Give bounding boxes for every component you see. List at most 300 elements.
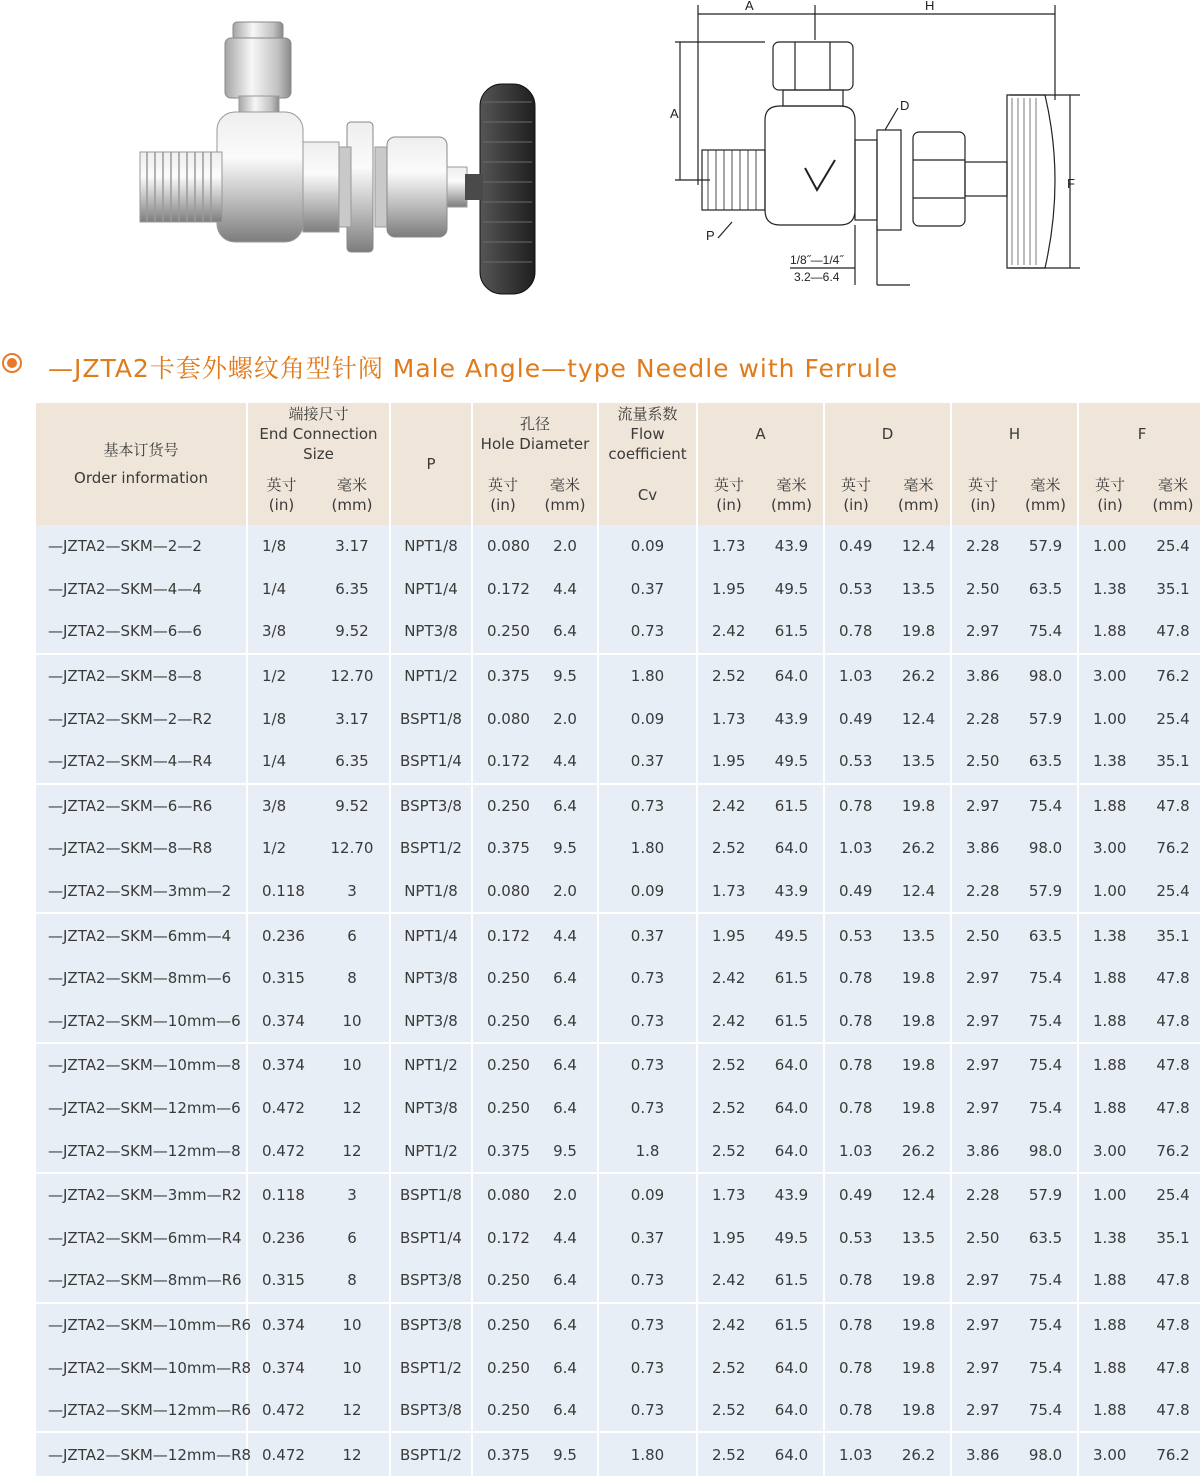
cell-d-mm: 19.8 — [887, 1000, 951, 1044]
cell-f-in: 1.88 — [1078, 1346, 1141, 1389]
table-row — [36, 568, 1200, 611]
cell-h-mm: 75.4 — [1014, 1303, 1078, 1347]
header-in-unit: 英寸 (in) — [697, 465, 760, 525]
cell-size-mm: 12 — [315, 1432, 390, 1476]
cell-a-in: 2.52 — [697, 827, 760, 870]
cell-d-mm: 13.5 — [887, 568, 951, 611]
cell-a-mm: 49.5 — [760, 568, 824, 611]
cell-d-mm: 26.2 — [887, 827, 951, 870]
cell-d-in: 1.03 — [824, 1129, 887, 1173]
cell-f-in: 3.00 — [1078, 1432, 1141, 1476]
panel-range-in: 1/8˝—1/4˝ — [790, 253, 844, 267]
cell-hole-in: 0.172 — [472, 740, 533, 784]
cell-f-in: 1.88 — [1078, 957, 1141, 1000]
cell-p-thread: NPT1/2 — [390, 1043, 472, 1087]
cell-d-mm: 19.8 — [887, 1389, 951, 1433]
cell-cv: 0.73 — [598, 1389, 697, 1433]
cell-hole-in: 0.375 — [472, 654, 533, 698]
cell-a-in: 1.95 — [697, 913, 760, 957]
cell-h-in: 2.50 — [951, 568, 1014, 611]
cell-hole-mm: 4.4 — [533, 1217, 598, 1260]
cell-f-in: 1.88 — [1078, 784, 1141, 828]
cell-cv: 0.37 — [598, 568, 697, 611]
table-row — [36, 1346, 1200, 1389]
header-in-unit: 英寸 (in) — [247, 465, 315, 525]
cell-hole-mm: 6.4 — [533, 1087, 598, 1130]
cell-h-in: 2.97 — [951, 1303, 1014, 1347]
cell-p-thread: NPT3/8 — [390, 1000, 472, 1044]
cell-f-in: 1.38 — [1078, 740, 1141, 784]
cell-h-in: 2.28 — [951, 525, 1014, 568]
cell-a-mm: 64.0 — [760, 1087, 824, 1130]
cell-f-mm: 76.2 — [1141, 827, 1200, 870]
cell-order-number: —JZTA2—SKM—3mm—R2 — [36, 1173, 247, 1217]
table-row — [36, 870, 1200, 914]
cell-d-in: 0.78 — [824, 1303, 887, 1347]
cell-hole-mm: 9.5 — [533, 827, 598, 870]
cell-p-thread: BSPT3/8 — [390, 1259, 472, 1303]
cell-a-mm: 43.9 — [760, 870, 824, 914]
cell-f-mm: 76.2 — [1141, 654, 1200, 698]
cell-hole-mm: 6.4 — [533, 784, 598, 828]
table-row — [36, 525, 1200, 568]
cell-h-mm: 57.9 — [1014, 525, 1078, 568]
cell-size-mm: 9.52 — [315, 610, 390, 654]
cell-order-number: —JZTA2—SKM—8mm—R6 — [36, 1259, 247, 1303]
cell-a-mm: 61.5 — [760, 1259, 824, 1303]
cell-a-mm: 49.5 — [760, 1217, 824, 1260]
cell-d-in: 0.53 — [824, 740, 887, 784]
cell-f-mm: 47.8 — [1141, 1259, 1200, 1303]
cell-d-mm: 19.8 — [887, 610, 951, 654]
header-order-info — [36, 403, 247, 525]
cell-f-in: 3.00 — [1078, 827, 1141, 870]
cell-cv: 0.73 — [598, 957, 697, 1000]
header-cv: Cv — [598, 465, 697, 525]
table-row — [36, 827, 1200, 870]
cell-d-mm: 26.2 — [887, 654, 951, 698]
cell-h-mm: 57.9 — [1014, 870, 1078, 914]
cell-p-thread: NPT1/2 — [390, 654, 472, 698]
cell-size-mm: 6 — [315, 1217, 390, 1260]
cell-f-in: 3.00 — [1078, 654, 1141, 698]
cell-d-in: 0.49 — [824, 697, 887, 740]
cell-order-number: —JZTA2—SKM—10mm—R6 — [36, 1303, 247, 1347]
cell-f-mm: 47.8 — [1141, 957, 1200, 1000]
cell-size-in: 0.315 — [247, 1259, 315, 1303]
cell-p-thread: BSPT1/2 — [390, 827, 472, 870]
cell-a-mm: 61.5 — [760, 1303, 824, 1347]
cell-f-mm: 35.1 — [1141, 1217, 1200, 1260]
cell-d-in: 0.78 — [824, 1259, 887, 1303]
cell-hole-mm: 9.5 — [533, 1432, 598, 1476]
header-h: H — [951, 403, 1078, 465]
cell-cv: 0.73 — [598, 610, 697, 654]
cell-d-in: 0.78 — [824, 1087, 887, 1130]
cell-f-in: 1.88 — [1078, 1259, 1141, 1303]
cell-order-number: —JZTA2—SKM—8—8 — [36, 654, 247, 698]
cell-h-mm: 98.0 — [1014, 827, 1078, 870]
cell-size-in: 1/2 — [247, 654, 315, 698]
cell-size-mm: 12.70 — [315, 654, 390, 698]
cell-size-mm: 12 — [315, 1389, 390, 1433]
cell-cv: 0.73 — [598, 1259, 697, 1303]
cell-a-in: 2.42 — [697, 610, 760, 654]
cell-order-number: —JZTA2—SKM—10mm—8 — [36, 1043, 247, 1087]
cell-cv: 0.37 — [598, 1217, 697, 1260]
cell-cv: 0.37 — [598, 913, 697, 957]
cell-order-number: —JZTA2—SKM—3mm—2 — [36, 870, 247, 914]
cell-f-in: 1.38 — [1078, 913, 1141, 957]
cell-p-thread: BSPT3/8 — [390, 784, 472, 828]
header-mm-unit: 毫米 (mm) — [1141, 465, 1200, 525]
header-hole-cn: 孔径 — [519, 415, 550, 433]
cell-h-mm: 98.0 — [1014, 1129, 1078, 1173]
cell-h-mm: 75.4 — [1014, 1389, 1078, 1433]
cell-order-number: —JZTA2—SKM—6mm—4 — [36, 913, 247, 957]
dim-label-a-side: A — [670, 106, 679, 121]
cell-cv: 1.80 — [598, 827, 697, 870]
cell-h-in: 2.50 — [951, 1217, 1014, 1260]
cell-f-mm: 47.8 — [1141, 784, 1200, 828]
cell-hole-mm: 6.4 — [533, 1000, 598, 1044]
header-order-en: Order information — [74, 469, 208, 487]
cell-d-mm: 19.8 — [887, 1346, 951, 1389]
header-in-unit: 英寸 (in) — [951, 465, 1014, 525]
header-mm-unit: 毫米 (mm) — [1014, 465, 1078, 525]
cell-hole-mm: 6.4 — [533, 610, 598, 654]
cell-f-in: 1.38 — [1078, 1217, 1141, 1260]
cell-h-mm: 63.5 — [1014, 740, 1078, 784]
cell-h-mm: 75.4 — [1014, 957, 1078, 1000]
table-row — [36, 1173, 1200, 1217]
cell-size-in: 1/4 — [247, 740, 315, 784]
cell-h-in: 3.86 — [951, 1129, 1014, 1173]
cell-size-mm: 3 — [315, 1173, 390, 1217]
cell-hole-mm: 6.4 — [533, 1259, 598, 1303]
cell-order-number: —JZTA2—SKM—6mm—R4 — [36, 1217, 247, 1260]
cell-f-mm: 47.8 — [1141, 1389, 1200, 1433]
cell-p-thread: BSPT1/2 — [390, 1432, 472, 1476]
cell-size-mm: 10 — [315, 1043, 390, 1087]
cell-d-in: 0.78 — [824, 1346, 887, 1389]
cell-p-thread: NPT1/4 — [390, 568, 472, 611]
cell-p-thread: NPT3/8 — [390, 957, 472, 1000]
cell-a-in: 1.95 — [697, 740, 760, 784]
cell-cv: 1.80 — [598, 654, 697, 698]
cell-hole-mm: 6.4 — [533, 1346, 598, 1389]
cell-hole-mm: 4.4 — [533, 740, 598, 784]
cell-size-mm: 6.35 — [315, 568, 390, 611]
cell-cv: 0.73 — [598, 784, 697, 828]
cell-f-in: 1.00 — [1078, 697, 1141, 740]
cell-order-number: —JZTA2—SKM—2—R2 — [36, 697, 247, 740]
cell-hole-mm: 2.0 — [533, 1173, 598, 1217]
cell-h-in: 2.97 — [951, 1259, 1014, 1303]
header-in-unit: 英寸 (in) — [472, 465, 533, 525]
header-f: F — [1078, 403, 1200, 465]
cell-size-in: 3/8 — [247, 610, 315, 654]
header-mm-unit: 毫米 (mm) — [760, 465, 824, 525]
cell-hole-in: 0.250 — [472, 1259, 533, 1303]
header-d: D — [824, 403, 951, 465]
cell-size-mm: 3.17 — [315, 525, 390, 568]
cell-size-mm: 3 — [315, 870, 390, 914]
cell-size-mm: 12 — [315, 1087, 390, 1130]
table-row — [36, 1043, 1200, 1087]
cell-d-mm: 19.8 — [887, 957, 951, 1000]
cell-order-number: —JZTA2—SKM—4—4 — [36, 568, 247, 611]
cell-f-in: 1.00 — [1078, 1173, 1141, 1217]
cell-size-in: 0.236 — [247, 1217, 315, 1260]
cell-a-mm: 49.5 — [760, 740, 824, 784]
table-row — [36, 740, 1200, 784]
cell-d-in: 0.78 — [824, 1043, 887, 1087]
cell-size-in: 0.118 — [247, 870, 315, 914]
header-mm-unit: 毫米 (mm) — [533, 465, 598, 525]
cell-size-in: 0.472 — [247, 1389, 315, 1433]
cell-d-mm: 19.8 — [887, 1087, 951, 1130]
cell-p-thread: NPT1/4 — [390, 913, 472, 957]
panel-range-mm: 3.2—6.4 — [794, 270, 840, 284]
header-end-connection-size — [247, 403, 390, 465]
cell-p-thread: BSPT1/8 — [390, 1173, 472, 1217]
table-row — [36, 1389, 1200, 1433]
cell-hole-in: 0.375 — [472, 1432, 533, 1476]
cell-p-thread: BSPT1/4 — [390, 740, 472, 784]
cell-hole-in: 0.250 — [472, 957, 533, 1000]
cell-h-mm: 57.9 — [1014, 697, 1078, 740]
cell-cv: 0.73 — [598, 1087, 697, 1130]
cell-h-in: 2.97 — [951, 1389, 1014, 1433]
header-size-en2: Size — [303, 445, 334, 463]
cell-f-in: 1.88 — [1078, 1087, 1141, 1130]
cell-d-in: 0.53 — [824, 568, 887, 611]
spec-table — [36, 403, 1200, 1476]
cell-hole-in: 0.080 — [472, 1173, 533, 1217]
cell-order-number: —JZTA2—SKM—4—R4 — [36, 740, 247, 784]
table-row — [36, 1432, 1200, 1476]
cell-hole-in: 0.172 — [472, 1217, 533, 1260]
cell-hole-mm: 6.4 — [533, 957, 598, 1000]
cell-size-mm: 12.70 — [315, 827, 390, 870]
cell-p-thread: BSPT3/8 — [390, 1389, 472, 1433]
header-hole-en: Hole Diameter — [480, 435, 590, 453]
cell-hole-in: 0.250 — [472, 1303, 533, 1347]
cell-f-in: 1.00 — [1078, 870, 1141, 914]
cell-h-in: 2.28 — [951, 870, 1014, 914]
cell-d-in: 0.53 — [824, 1217, 887, 1260]
cell-d-mm: 19.8 — [887, 1043, 951, 1087]
cell-hole-in: 0.080 — [472, 697, 533, 740]
cell-hole-in: 0.172 — [472, 568, 533, 611]
cell-a-in: 2.42 — [697, 1000, 760, 1044]
cell-a-mm: 64.0 — [760, 1432, 824, 1476]
cell-size-mm: 10 — [315, 1303, 390, 1347]
cell-a-mm: 64.0 — [760, 1043, 824, 1087]
cell-a-mm: 61.5 — [760, 784, 824, 828]
cell-p-thread: BSPT1/2 — [390, 1346, 472, 1389]
cell-size-in: 0.374 — [247, 1043, 315, 1087]
cell-d-in: 0.78 — [824, 1389, 887, 1433]
cell-a-mm: 64.0 — [760, 1346, 824, 1389]
cell-d-mm: 13.5 — [887, 913, 951, 957]
cell-h-mm: 63.5 — [1014, 568, 1078, 611]
cell-a-in: 2.42 — [697, 784, 760, 828]
header-flow-coefficient — [598, 403, 697, 465]
cell-a-in: 2.52 — [697, 654, 760, 698]
cell-cv: 0.09 — [598, 870, 697, 914]
cell-d-mm: 19.8 — [887, 1259, 951, 1303]
cell-cv: 0.09 — [598, 697, 697, 740]
cell-cv: 0.73 — [598, 1043, 697, 1087]
cell-a-in: 1.73 — [697, 1173, 760, 1217]
cell-h-mm: 75.4 — [1014, 1087, 1078, 1130]
dim-label-f: F — [1067, 176, 1075, 191]
cell-f-mm: 25.4 — [1141, 870, 1200, 914]
cell-size-mm: 10 — [315, 1346, 390, 1389]
cell-a-mm: 64.0 — [760, 827, 824, 870]
cell-h-mm: 75.4 — [1014, 610, 1078, 654]
cell-a-in: 2.42 — [697, 1259, 760, 1303]
cell-h-mm: 63.5 — [1014, 913, 1078, 957]
cell-hole-in: 0.250 — [472, 610, 533, 654]
cell-p-thread: NPT1/8 — [390, 870, 472, 914]
cell-h-in: 2.28 — [951, 1173, 1014, 1217]
cell-h-in: 2.50 — [951, 913, 1014, 957]
cell-a-mm: 49.5 — [760, 913, 824, 957]
cell-d-mm: 12.4 — [887, 1173, 951, 1217]
cell-size-mm: 8 — [315, 957, 390, 1000]
cell-a-in: 2.52 — [697, 1432, 760, 1476]
cell-a-in: 2.42 — [697, 957, 760, 1000]
cell-h-in: 2.97 — [951, 1087, 1014, 1130]
cell-d-mm: 26.2 — [887, 1129, 951, 1173]
cell-d-in: 1.03 — [824, 654, 887, 698]
cell-order-number: —JZTA2—SKM—12mm—6 — [36, 1087, 247, 1130]
cell-d-in: 0.53 — [824, 913, 887, 957]
cell-a-in: 1.73 — [697, 697, 760, 740]
cell-h-mm: 98.0 — [1014, 654, 1078, 698]
cell-order-number: —JZTA2—SKM—12mm—R6 — [36, 1389, 247, 1433]
table-row — [36, 1087, 1200, 1130]
cell-size-in: 1/8 — [247, 525, 315, 568]
cell-hole-mm: 9.5 — [533, 654, 598, 698]
cell-hole-mm: 6.4 — [533, 1303, 598, 1347]
cell-order-number: —JZTA2—SKM—6—6 — [36, 610, 247, 654]
cell-a-in: 1.95 — [697, 1217, 760, 1260]
cell-size-in: 0.472 — [247, 1087, 315, 1130]
dim-label-p: P — [706, 228, 715, 243]
cell-d-mm: 13.5 — [887, 1217, 951, 1260]
cell-hole-in: 0.250 — [472, 1346, 533, 1389]
cell-size-mm: 9.52 — [315, 784, 390, 828]
cell-a-mm: 43.9 — [760, 697, 824, 740]
cell-order-number: —JZTA2—SKM—10mm—R8 — [36, 1346, 247, 1389]
header-order-cn: 基本订货号 — [103, 441, 179, 459]
table-row — [36, 913, 1200, 957]
cell-a-in: 1.95 — [697, 568, 760, 611]
dim-label-d: D — [900, 98, 910, 113]
cell-f-in: 1.88 — [1078, 610, 1141, 654]
cell-d-mm: 13.5 — [887, 740, 951, 784]
dim-label-a-top: A — [745, 0, 754, 13]
cell-h-in: 2.97 — [951, 784, 1014, 828]
cell-hole-mm: 6.4 — [533, 1389, 598, 1433]
cell-a-mm: 61.5 — [760, 610, 824, 654]
cell-hole-in: 0.250 — [472, 1389, 533, 1433]
cell-size-in: 1/2 — [247, 827, 315, 870]
cell-d-in: 0.78 — [824, 957, 887, 1000]
cell-size-in: 0.315 — [247, 957, 315, 1000]
cell-h-mm: 75.4 — [1014, 1259, 1078, 1303]
cell-d-mm: 26.2 — [887, 1432, 951, 1476]
cell-a-in: 2.52 — [697, 1389, 760, 1433]
cell-h-in: 2.97 — [951, 1000, 1014, 1044]
table-row — [36, 1129, 1200, 1173]
cell-a-in: 2.52 — [697, 1043, 760, 1087]
cell-p-thread: BSPT3/8 — [390, 1303, 472, 1347]
cell-cv: 1.8 — [598, 1129, 697, 1173]
cell-order-number: —JZTA2—SKM—8mm—6 — [36, 957, 247, 1000]
table-row — [36, 784, 1200, 828]
cell-h-in: 3.86 — [951, 1432, 1014, 1476]
cell-size-mm: 12 — [315, 1129, 390, 1173]
cell-size-in: 0.374 — [247, 1303, 315, 1347]
cell-a-mm: 61.5 — [760, 957, 824, 1000]
cell-a-mm: 64.0 — [760, 1389, 824, 1433]
cell-order-number: —JZTA2—SKM—10mm—6 — [36, 1000, 247, 1044]
cell-f-mm: 25.4 — [1141, 525, 1200, 568]
cell-size-in: 0.236 — [247, 913, 315, 957]
cell-cv: 0.73 — [598, 1000, 697, 1044]
cell-p-thread: NPT1/8 — [390, 525, 472, 568]
cell-order-number: —JZTA2—SKM—12mm—8 — [36, 1129, 247, 1173]
table-row — [36, 1303, 1200, 1347]
cell-a-mm: 64.0 — [760, 654, 824, 698]
cell-d-in: 0.78 — [824, 610, 887, 654]
cell-d-in: 0.78 — [824, 784, 887, 828]
cell-hole-mm: 2.0 — [533, 697, 598, 740]
cell-order-number: —JZTA2—SKM—12mm—R8 — [36, 1432, 247, 1476]
cell-p-thread: NPT3/8 — [390, 1087, 472, 1130]
cell-f-in: 1.88 — [1078, 1303, 1141, 1347]
cell-size-in: 1/8 — [247, 697, 315, 740]
header-hole-diameter — [472, 403, 598, 465]
cell-h-mm: 75.4 — [1014, 784, 1078, 828]
cell-size-in: 1/4 — [247, 568, 315, 611]
cell-size-in: 0.374 — [247, 1000, 315, 1044]
cell-f-mm: 35.1 — [1141, 913, 1200, 957]
cell-size-mm: 10 — [315, 1000, 390, 1044]
header-flow-en1: Flow — [630, 425, 665, 443]
cell-h-in: 2.97 — [951, 1346, 1014, 1389]
dimension-drawing — [670, 0, 1080, 300]
cell-f-mm: 25.4 — [1141, 1173, 1200, 1217]
cell-h-in: 2.50 — [951, 740, 1014, 784]
cell-size-in: 0.472 — [247, 1432, 315, 1476]
cell-hole-in: 0.375 — [472, 827, 533, 870]
table-row — [36, 1000, 1200, 1044]
cell-h-mm: 75.4 — [1014, 1043, 1078, 1087]
cell-size-in: 0.118 — [247, 1173, 315, 1217]
section-title-text: —JZTA2卡套外螺纹角型针阀 Male Angle—type Needle with Ferrule — [48, 354, 899, 383]
cell-d-in: 0.49 — [824, 1173, 887, 1217]
cell-a-mm: 43.9 — [760, 1173, 824, 1217]
cell-f-mm: 76.2 — [1141, 1432, 1200, 1476]
cell-hole-mm: 6.4 — [533, 1043, 598, 1087]
cell-f-in: 1.88 — [1078, 1000, 1141, 1044]
